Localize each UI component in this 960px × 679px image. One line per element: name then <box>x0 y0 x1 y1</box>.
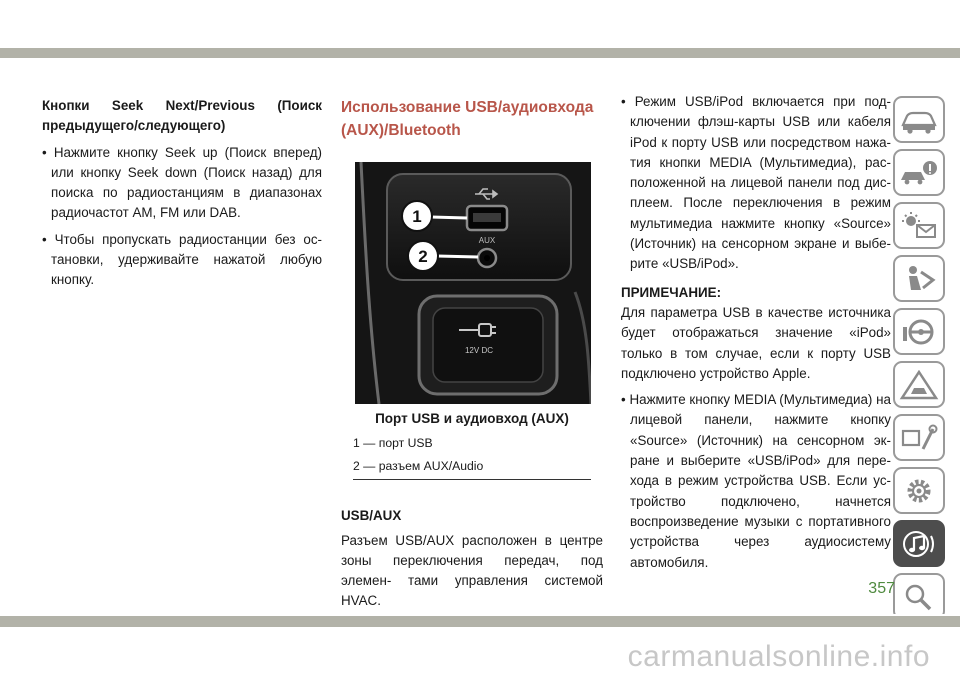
usb-aux-figure <box>355 162 591 404</box>
section-title: Использование USB/аудиовхода (AUX)/Bluetooth <box>341 99 594 139</box>
page-number: 357 <box>868 580 895 597</box>
specifications-gear-icon <box>899 476 939 506</box>
tab-warning-lights[interactable] <box>893 202 945 249</box>
tab-specifications[interactable] <box>893 467 945 514</box>
tab-airbag-safety[interactable] <box>893 255 945 302</box>
tab-roadside-warning[interactable] <box>893 361 945 408</box>
chapter-tabs <box>893 96 945 679</box>
tab-search[interactable] <box>893 573 945 620</box>
column-2 <box>341 96 603 612</box>
watermark-text: carmanualsonline.info <box>627 640 930 673</box>
callout-2-number: 2 <box>418 247 428 266</box>
maintenance-tools-icon <box>899 423 939 453</box>
top-band <box>0 0 960 58</box>
tab-maintenance[interactable] <box>893 414 945 461</box>
car-info-icon <box>899 158 939 188</box>
roadside-warning-icon <box>899 370 939 400</box>
car-dashboard-icon <box>899 105 939 135</box>
dc-label: 12V DC <box>464 346 494 355</box>
note-text: Для параметра USB в качестве источника будет отображаться значение «iPod» только в том случае, если к порту USB подключено устройство Apple. <box>621 304 891 381</box>
search-magnifier-icon <box>899 582 939 612</box>
seek-bullet-1: • Нажмите кнопку Seek up (Поиск вперед) или кнопку Seek down (Поиск назад) для поиска по радиостанциям в диапазонах радиочастот AM, FM или DAB. <box>42 144 322 221</box>
tab-car-info[interactable] <box>893 149 945 196</box>
legend-item-2: 2 — разъем AUX/Audio <box>353 459 484 474</box>
callout-line-2 <box>437 256 478 257</box>
usb-ipod-bullet-1: • Режим USB/iPod включается при под- ключении флэш-карты USB или кабеля iPod к порту USB или посредством нажа- тия кнопки MEDIA (Мультимедиа), рас- положенной на лицевой панели под дис- плеем. После переключения в режим мультимедиа нажмите кнопку «Source» (Источник) на сенсорном экране и выбе- рите «USB/iPod». <box>621 94 891 272</box>
bottom-bar <box>0 616 960 627</box>
seek-bullet-2: • Чтобы пропускать радиостанции без ос- тановки, удерживайте нажатой любую кнопку. <box>42 231 322 288</box>
warning-lights-message-icon <box>899 211 939 241</box>
multimedia-music-icon <box>899 529 939 559</box>
legend-divider <box>353 479 591 480</box>
column-3 <box>621 92 891 573</box>
tab-car-dashboard[interactable] <box>893 96 945 143</box>
top-bar <box>0 48 960 58</box>
seek-heading: Кнопки Seek Next/Previous (Поиск предыдущего/следующего) <box>42 98 322 134</box>
usb-aux-subheading: USB/AUX <box>341 508 402 524</box>
usb-aux-photo <box>355 162 591 404</box>
usb-aux-paragraph: Разъем USB/AUX расположен в центре зоны переключения передач, под элемен- тами управления системой HVAC. <box>341 532 603 609</box>
callout-1-number: 1 <box>412 207 422 226</box>
airbag-safety-icon <box>899 264 939 294</box>
tab-steering-wheel[interactable] <box>893 308 945 355</box>
note-heading: ПРИМЕЧАНИЕ: <box>621 284 722 300</box>
figure-caption: Порт USB и аудиовход (AUX) <box>375 411 569 426</box>
callout-line-1 <box>431 217 467 218</box>
tab-multimedia[interactable] <box>893 520 945 567</box>
column-1 <box>42 96 322 291</box>
usb-ipod-bullet-2: • Нажмите кнопку MEDIA (Мультимедиа) на лицевой панели, нажмите кнопку «Source» (Источник) на сенсорном эк- ране и выберите «USB/iPod» для пере- хода в режим устройства USB. Если ус- тройство подключено, начнется воспроизведение музыки с портативного устройства через аудиосистему автомобиля. <box>621 392 891 570</box>
steering-wheel-icon <box>899 317 939 347</box>
legend-item-1: 1 — порт USB <box>353 436 433 451</box>
aux-label: AUX <box>478 236 496 245</box>
